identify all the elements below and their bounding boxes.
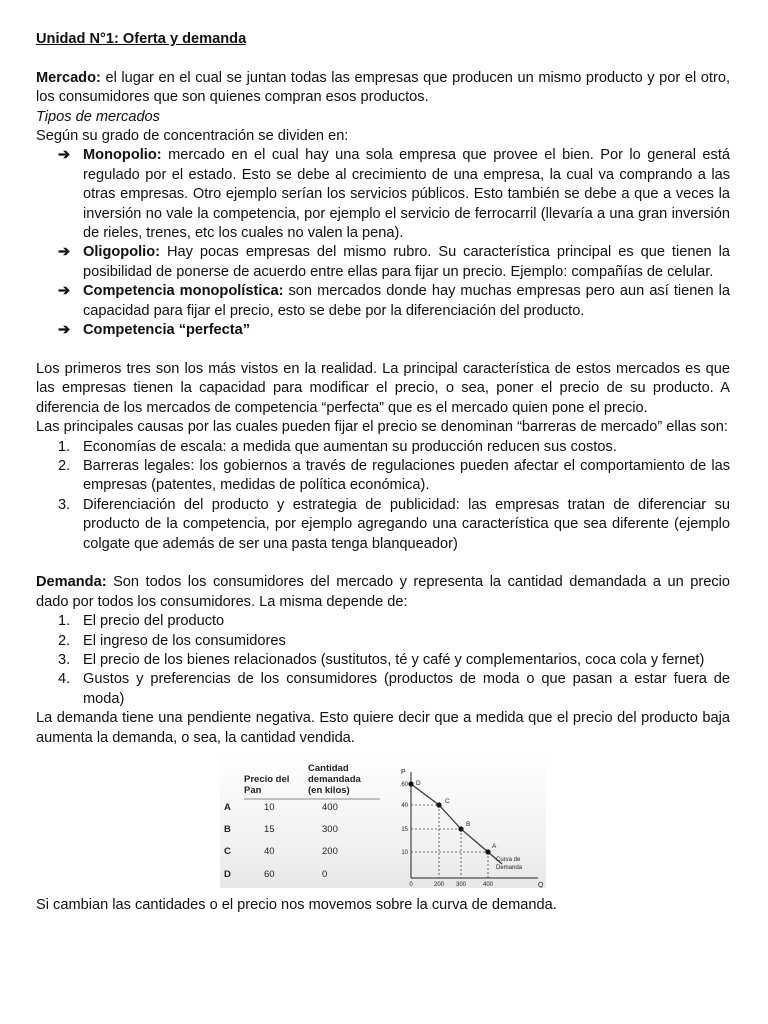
mercado-definition [36,69,730,108]
table-cell-price: 40 [264,845,275,857]
page-title: Unidad N°1: Oferta y demanda [36,31,247,47]
list-item: 2. Barreras legales: los gobiernos a través de regulaciones pueden afectar el comportamiento de las empresas (patentes, medidas de política económica). [58,457,730,494]
demanda-definition: Demanda: Son todos los consumidores del mercado y representa la cantidad demandada a un precio dado por todos los consumidores. La misma depende de: [36,574,730,610]
market-types-list [36,146,730,340]
y-tick-label: 40 [401,802,408,809]
y-tick-label: 10 [401,849,408,856]
arrow-icon: ➔ [58,322,71,339]
x-axis-label: Q [538,881,544,888]
point-label: A [492,842,497,850]
list-item: ➔ Competencia monopolística: son mercados donde hay muchas empresas pero aun así tienen la capacidad para fijar el precio, esto se debe por la diferenciación del producto. [58,283,730,319]
barreras-paragraph-2: Las principales causas por las cuales pueden fijar el precio se denominan “barreras de mercado” ellas son: [36,419,728,436]
list-item: 1. Economías de escala: a medida que aumentan su producción reducen sus costos. [58,438,617,455]
y-tick-label: 60 [401,781,408,788]
mercado-text: el lugar en el cual se juntan todas las empresas que producen un mismo producto y por el otro, los consumidores que son quienes compran esos productos. [36,69,730,106]
demanda-pendiente: La demanda tiene una pendiente negativa. Esto quiere decir que a medida que el precio del producto baja aumenta la demanda, o sea, la cantidad vendida. [36,710,730,746]
list-item: ➔ Oligopolio: Hay pocas empresas del mismo rubro. Su característica principal es que tienen la posibilidad de ponerse de acuerdo entre ellas para fijar un precio. Ejemplo: compañías de celular. [58,244,730,280]
tipos-heading: Tipos de mercados [36,108,160,125]
table-cell-qty: 400 [322,801,338,813]
table-col1-header: Precio del [244,773,290,785]
demand-chart [401,769,544,888]
arrow-icon: ➔ [58,283,71,300]
table-cell-price: 10 [264,801,275,813]
point-label: D [416,779,421,787]
curve-label: Curva de [496,856,521,863]
arrow-icon: ➔ [58,147,71,164]
data-point [485,849,490,854]
barreras-list [36,438,730,554]
table-row-label: A [224,801,231,813]
y-tick-label: 15 [401,826,408,833]
data-point [408,781,413,786]
closing-paragraph: Si cambian las cantidades o el precio nos movemos sobre la curva de demanda. [36,896,557,913]
table-body [224,802,338,880]
demanda-term: Demanda: [36,574,107,591]
list-item: 2. El ingreso de los consumidores [58,632,286,649]
table-cell-qty: 300 [322,823,338,835]
list-item: 3. Diferenciación del producto y estrategia de publicidad: las empresas tratan de diferenciar su producto de la competencia, por ejemplo agregando una característica que sea diferente (ejemplo colgate que además de ser una pasta tenga blanqueador) [58,496,730,552]
data-point [436,802,441,807]
list-item: ➔ Competencia “perfecta” [36,321,730,340]
table-cell-price: 60 [264,868,275,880]
demanda-factors-list [36,612,730,709]
demand-figure-svg [220,752,546,888]
mercado-term: Mercado: [36,69,101,86]
x-tick-label: 300 [455,881,467,888]
table-cell-price: 15 [264,823,275,835]
list-item: 4. Gustos y preferencias de los consumidores (productos de moda o que pasan a estar fuera de moda) [58,671,730,707]
point-label: C [445,797,450,805]
table-cell-qty: 200 [322,845,338,857]
table-col2-header: (en kilos) [308,784,350,796]
document-page [36,30,730,915]
list-item: ➔ Monopolio: mercado en el cual hay una sola empresa que provee el bien. Por lo general está regulado por el estado. Esto se debe al crecimiento de una empresa, la cual va comprando a las otras empresas. Otro ejemplo serían los servicios públicos. Esto también se debe a que a veces la inversión no vale la competencia, por ejemplo el servicio de ferrocarril (llevaría a una gran inversión de rieles, trenes, etc los cuales no valen la pena). [58,147,730,242]
tipos-intro: Según su grado de concentración se dividen en: [36,128,349,145]
x-tick-label: 400 [482,881,494,888]
arrow-icon: ➔ [58,244,71,261]
table-col2-header: Cantidad [308,762,349,774]
table-row-label: B [224,823,231,835]
data-point [458,826,463,831]
table-cell-qty: 0 [322,868,328,880]
curve-label: Demanda [496,864,523,871]
table-col2-header: demandada [308,773,361,785]
x-tick-label: 0 [409,881,413,888]
point-label: B [466,820,471,828]
y-axis-label: P [401,768,406,776]
demand-figure [36,752,730,892]
x-tick-label: 200 [433,881,445,888]
barreras-paragraph-1: Los primeros tres son los más vistos en la realidad. La principal característica de estos mercados es que las empresas tienen la capacidad para modificar el precio, o sea, poner el precio de su producto. A diferencia de los mercados de competencia “perfecta” que es el mercado quien pone el precio. [36,360,730,416]
table-col1-header: Pan [244,784,262,796]
list-item: 3. El precio de los bienes relacionados (sustitutos, té y café y complementarios, coca cola y fernet) [58,651,705,668]
list-item: 1. El precio del producto [58,613,225,630]
table-row-label: C [224,845,231,857]
table-row-label: D [224,868,231,880]
